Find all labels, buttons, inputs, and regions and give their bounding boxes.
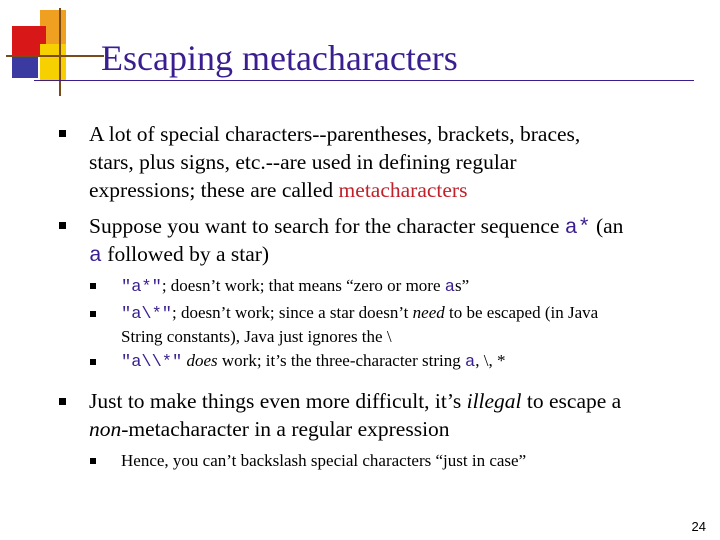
code: "a\*" <box>121 305 173 324</box>
bullet-marker <box>59 130 66 137</box>
text: stars, plus signs, etc.--are used in defining regular <box>89 150 517 174</box>
code: "a\\*" <box>121 353 183 372</box>
sub-bullet-2-line-1 <box>121 302 598 326</box>
sub-bullet-marker <box>90 458 96 464</box>
text: to be escaped (in Java <box>444 303 599 322</box>
sub-bullet-4 <box>121 450 526 472</box>
emphasis: non <box>89 417 122 441</box>
bullet-marker <box>59 398 66 405</box>
text: (an <box>590 214 624 238</box>
bullet-3-line-2 <box>89 414 450 444</box>
code: a <box>465 353 476 372</box>
sub-bullet-marker <box>90 359 96 365</box>
text: A lot of special characters--parentheses, brackets, braces, <box>89 122 581 146</box>
text: ; doesn’t work; that means “zero or more <box>161 276 445 295</box>
code: a <box>89 244 102 268</box>
code: \ <box>483 351 489 370</box>
sub-bullet-3 <box>121 350 505 374</box>
page-number: 24 <box>691 519 706 534</box>
sub-bullet-1 <box>121 275 469 299</box>
code: a* <box>564 216 591 240</box>
text: String constants), Java just ignores the <box>121 327 387 346</box>
emphasis: illegal <box>466 389 522 413</box>
text: ; doesn’t work; since a star doesn’t <box>172 303 413 322</box>
bullet-3-line-1 <box>89 386 621 416</box>
text: -metacharacter in a regular expression <box>121 417 450 441</box>
text: work; it’s the three-character string <box>217 351 465 370</box>
sub-bullet-2-line-2 <box>121 326 392 348</box>
bullet-2-line-2 <box>89 239 269 271</box>
text: , <box>488 351 497 370</box>
bullet-marker <box>59 222 66 229</box>
text: Hence, you can’t backslash special characters “just in case” <box>121 451 527 470</box>
text: expressions; these are called <box>89 178 339 202</box>
text: followed by a star) <box>101 242 270 266</box>
text: s” <box>454 276 470 295</box>
page-title: Escaping metacharacters <box>101 38 458 78</box>
code: a <box>444 278 455 297</box>
text: \ <box>386 327 392 346</box>
text: Just to make things even more difficult, it’s <box>89 389 467 413</box>
code: * <box>496 351 506 370</box>
emphasis: does <box>186 351 218 370</box>
text: Suppose you want to search for the character sequence <box>89 214 565 238</box>
emphasis: need <box>412 303 445 322</box>
metacharacters-term: metacharacters <box>338 178 468 202</box>
bullet-1-line-2 <box>89 147 517 177</box>
bullet-1-line-3 <box>89 175 467 205</box>
sub-bullet-marker <box>90 283 96 289</box>
text: to escape a <box>521 389 622 413</box>
title-rule <box>34 80 694 81</box>
sub-bullet-marker <box>90 311 96 317</box>
bullet-1-line-1 <box>89 119 580 149</box>
code: "a*" <box>121 278 162 297</box>
text: , <box>475 351 484 370</box>
corner-logo <box>0 0 110 100</box>
